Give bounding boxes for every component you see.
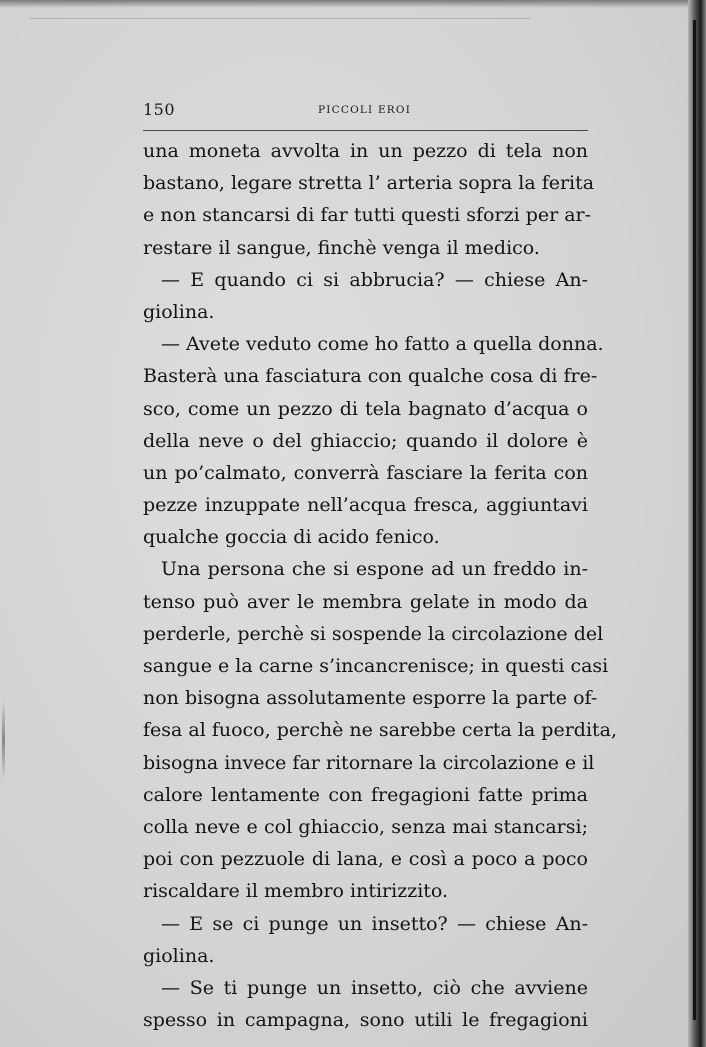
page-left-mark	[2, 700, 5, 780]
text-line: bisogna invece far ritornare la circolazione e il	[143, 751, 595, 774]
text-line: tenso può aver le membra gelate in modo da	[143, 590, 588, 613]
text-line: una moneta avvolta in un pezzo di tela non	[143, 140, 588, 162]
text-line: giolina.	[143, 300, 215, 323]
text-line: — E se ci punge un insetto? — chiese An-	[161, 912, 588, 935]
text-line: e non stancarsi di far tutti questi sforzi per ar-	[143, 204, 592, 227]
text-line: colla neve e col ghiaccio, senza mai stancarsi;	[143, 815, 588, 838]
text-line: bastano, legare stretta l’ arteria sopra la ferita	[143, 172, 595, 195]
text-line: un po’calmato, converrà fasciare la ferita con	[143, 461, 588, 484]
text-line: poi con pezzuole di lana, e così a poco a poco	[143, 848, 588, 871]
body-text	[143, 135, 618, 1036]
text-line: non bisogna assolutamente esporre la parte of-	[143, 687, 598, 710]
text-line: — Avete veduto come ho fatto a quella donna.	[161, 333, 604, 356]
text-line: sangue e la carne s’incancrenisce; in questi casi	[143, 655, 609, 677]
book-spine-line	[693, 20, 696, 1020]
text-line: riscaldare il membro intirizzito.	[143, 880, 449, 903]
text-line: Una persona che si espone ad un freddo in-	[161, 558, 588, 581]
book-spine-edge	[688, 0, 706, 1047]
text-line: fesa al fuoco, perchè ne sarebbe certa la perdita,	[143, 719, 618, 742]
text-line: qualche goccia di acido fenico.	[143, 526, 440, 549]
text-line: calore lentamente con fregagioni fatte prima	[143, 783, 588, 806]
text-line: pezze inzuppate nell’acqua fresca, aggiuntavi	[143, 494, 588, 517]
text-line: — E quando ci si abbrucia? — chiese An-	[161, 268, 588, 291]
text-line: spesso in campagna, sono utili le fregagioni	[143, 1009, 588, 1032]
page-top-edge	[30, 2, 530, 19]
text-line: della neve o del ghiaccio; quando il dolore è	[143, 429, 588, 452]
text-line: perderle, perchè si sospende la circolazione del	[143, 622, 604, 645]
text-line: Basterà una fasciatura con qualche cosa di fre-	[143, 365, 598, 388]
text-line: giolina.	[143, 944, 215, 967]
page-header	[143, 94, 588, 131]
running-title: PICCOLI EROI	[318, 104, 412, 116]
text-line: sco, come un pezzo di tela bagnato d’acqua o	[143, 397, 588, 420]
page-number: 150	[143, 100, 176, 119]
text-line: — Se ti punge un insetto, ciò che avviene	[161, 976, 588, 999]
text-line: restare il sangue, finchè venga il medico.	[143, 236, 540, 259]
